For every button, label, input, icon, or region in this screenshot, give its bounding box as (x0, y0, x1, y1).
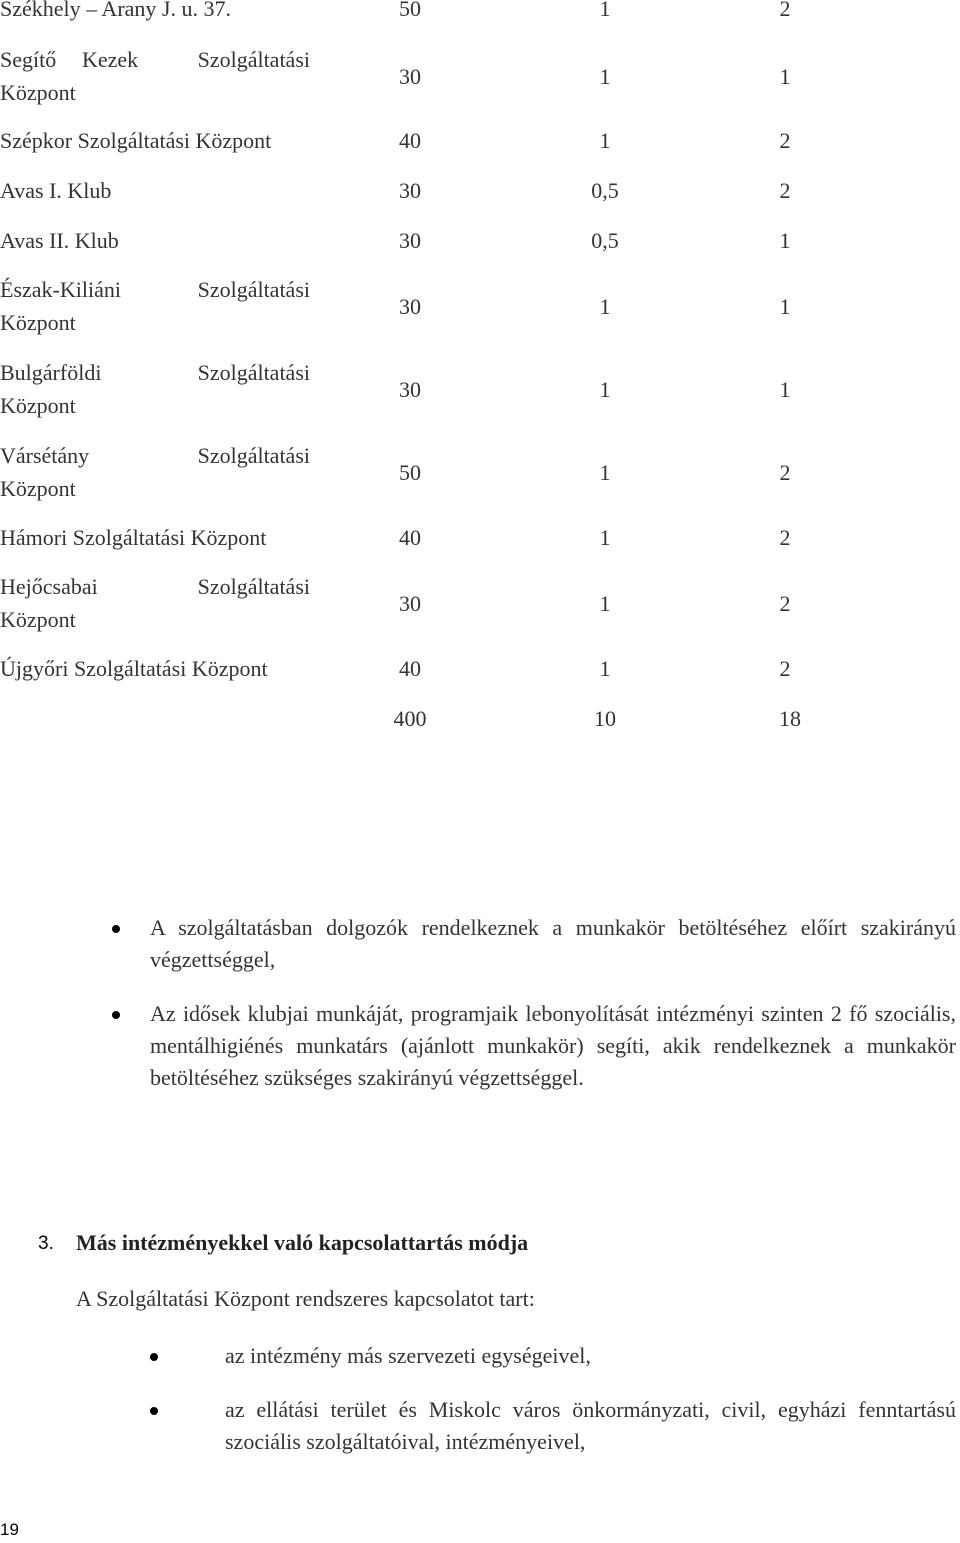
table-row (0, 273, 960, 335)
value-col-2: 1 (599, 377, 611, 402)
unit-name-part: Központ (0, 607, 76, 632)
list-item (0, 1340, 960, 1372)
value-col-1: 50 (399, 460, 421, 485)
section-intro: A Szolgáltatási Központ rendszeres kapcsolatot tart: (76, 1286, 535, 1311)
list-item (0, 912, 960, 976)
unit-name: Avas I. Klub (0, 178, 112, 203)
unit-name (0, 43, 310, 109)
list-item-text: az ellátási terület és Miskolc város önkormányzati, civil, egyházi fenntartású szociális szolgáltatóival, intézményeivel, (225, 1397, 956, 1454)
value-col-1: 30 (399, 64, 421, 89)
value-col-1: 30 (399, 377, 421, 402)
value-col-2: 1 (599, 591, 611, 616)
value-col-1: 30 (399, 591, 421, 616)
table-row (0, 174, 960, 208)
section-title: Más intézményekkel való kapcsolattartás módja (76, 1230, 529, 1255)
contact-bullet-list (0, 1340, 960, 1480)
table-row (0, 224, 960, 258)
bullet-icon (150, 1353, 158, 1361)
unit-name (0, 273, 310, 339)
list-item (0, 998, 960, 1094)
unit-name-part: Központ (0, 80, 76, 105)
bullet-icon (112, 1011, 120, 1019)
value-col-3: 2 (779, 178, 791, 203)
value-col-3: 1 (779, 228, 791, 253)
unit-name: Újgyőri Szolgáltatási Központ (0, 656, 268, 681)
value-col-2: 1 (599, 460, 611, 485)
value-col-3: 2 (779, 591, 791, 616)
unit-name: Avas II. Klub (0, 228, 119, 253)
unit-name-part: Központ (0, 310, 76, 335)
section-number: 3. (38, 1233, 54, 1254)
value-col-2: 1 (599, 64, 611, 89)
value-col-2: 1 (599, 656, 611, 681)
unit-name-part: Szolgáltatási (197, 574, 310, 599)
table-row (0, 356, 960, 418)
unit-name (0, 356, 310, 422)
unit-name-part: Hejőcsabai (0, 574, 98, 599)
table-row (0, 521, 960, 555)
value-col-3: 1 (779, 377, 791, 402)
value-col-3: 1 (779, 294, 791, 319)
unit-name-part: Kezek (82, 47, 139, 72)
page-number: 19 (0, 1520, 19, 1539)
list-item-text: A szolgáltatásban dolgozók rendelkeznek a munkakör betöltéséhez előírt szakirányú végzettséggel, (150, 915, 956, 972)
table-row (0, 652, 960, 686)
value-col-1: 40 (399, 525, 421, 550)
unit-name: Székhely – Arany J. u. 37. (0, 0, 231, 21)
list-item (0, 1394, 960, 1458)
table-row (0, 0, 960, 26)
total-col-2: 10 (594, 706, 616, 731)
unit-name (0, 439, 310, 505)
list-item-text: az intézmény más szervezeti egységeivel, (225, 1343, 591, 1368)
value-col-2: 1 (599, 294, 611, 319)
total-col-3: 18 (779, 706, 801, 731)
unit-name-part: Szolgáltatási (197, 47, 310, 72)
unit-name-part: Központ (0, 393, 76, 418)
value-col-2: 0,5 (591, 178, 619, 203)
value-col-1: 50 (399, 0, 421, 21)
value-col-1: 30 (399, 178, 421, 203)
value-col-1: 30 (399, 294, 421, 319)
value-col-3: 2 (779, 460, 791, 485)
value-col-3: 2 (779, 656, 791, 681)
table-row (0, 439, 960, 501)
list-item-text: Az idősek klubjai munkáját, programjaik lebonyolítását intézményi szinten 2 fő szociális, mentálhigiénés munkatárs (ajánlott munkakör) segíti, akik rendelkeznek a munkakör betöltéséhez szükséges szakirányú végzettséggel. (150, 1001, 956, 1090)
unit-name-part: Vársétány (0, 443, 90, 468)
value-col-1: 40 (399, 656, 421, 681)
value-col-2: 0,5 (591, 228, 619, 253)
unit-name-part: Észak-Kiliáni (0, 277, 121, 302)
unit-name: Hámori Szolgáltatási Központ (0, 525, 267, 550)
table-row (0, 570, 960, 632)
unit-name-part: Segítő (0, 47, 57, 72)
total-col-1: 400 (393, 706, 427, 731)
table-totals-row (0, 702, 960, 736)
value-col-3: 2 (779, 525, 791, 550)
unit-name-part: Szolgáltatási (197, 360, 310, 385)
unit-name (0, 570, 310, 636)
value-col-2: 1 (599, 128, 611, 153)
bullet-icon (112, 925, 120, 933)
value-col-1: 40 (399, 128, 421, 153)
value-col-1: 30 (399, 228, 421, 253)
unit-name-part: Szolgáltatási (197, 277, 310, 302)
value-col-3: 2 (779, 0, 791, 21)
value-col-3: 1 (779, 64, 791, 89)
value-col-3: 2 (779, 128, 791, 153)
unit-name-part: Bulgárföldi (0, 360, 102, 385)
unit-name-part: Szolgáltatási (197, 443, 310, 468)
bullet-icon (150, 1407, 158, 1415)
table-row (0, 124, 960, 158)
value-col-2: 1 (599, 525, 611, 550)
value-col-2: 1 (599, 0, 611, 21)
staff-bullet-list (0, 912, 960, 1116)
unit-name-part: Központ (0, 476, 76, 501)
unit-name: Szépkor Szolgáltatási Központ (0, 128, 272, 153)
table-row (0, 43, 960, 105)
